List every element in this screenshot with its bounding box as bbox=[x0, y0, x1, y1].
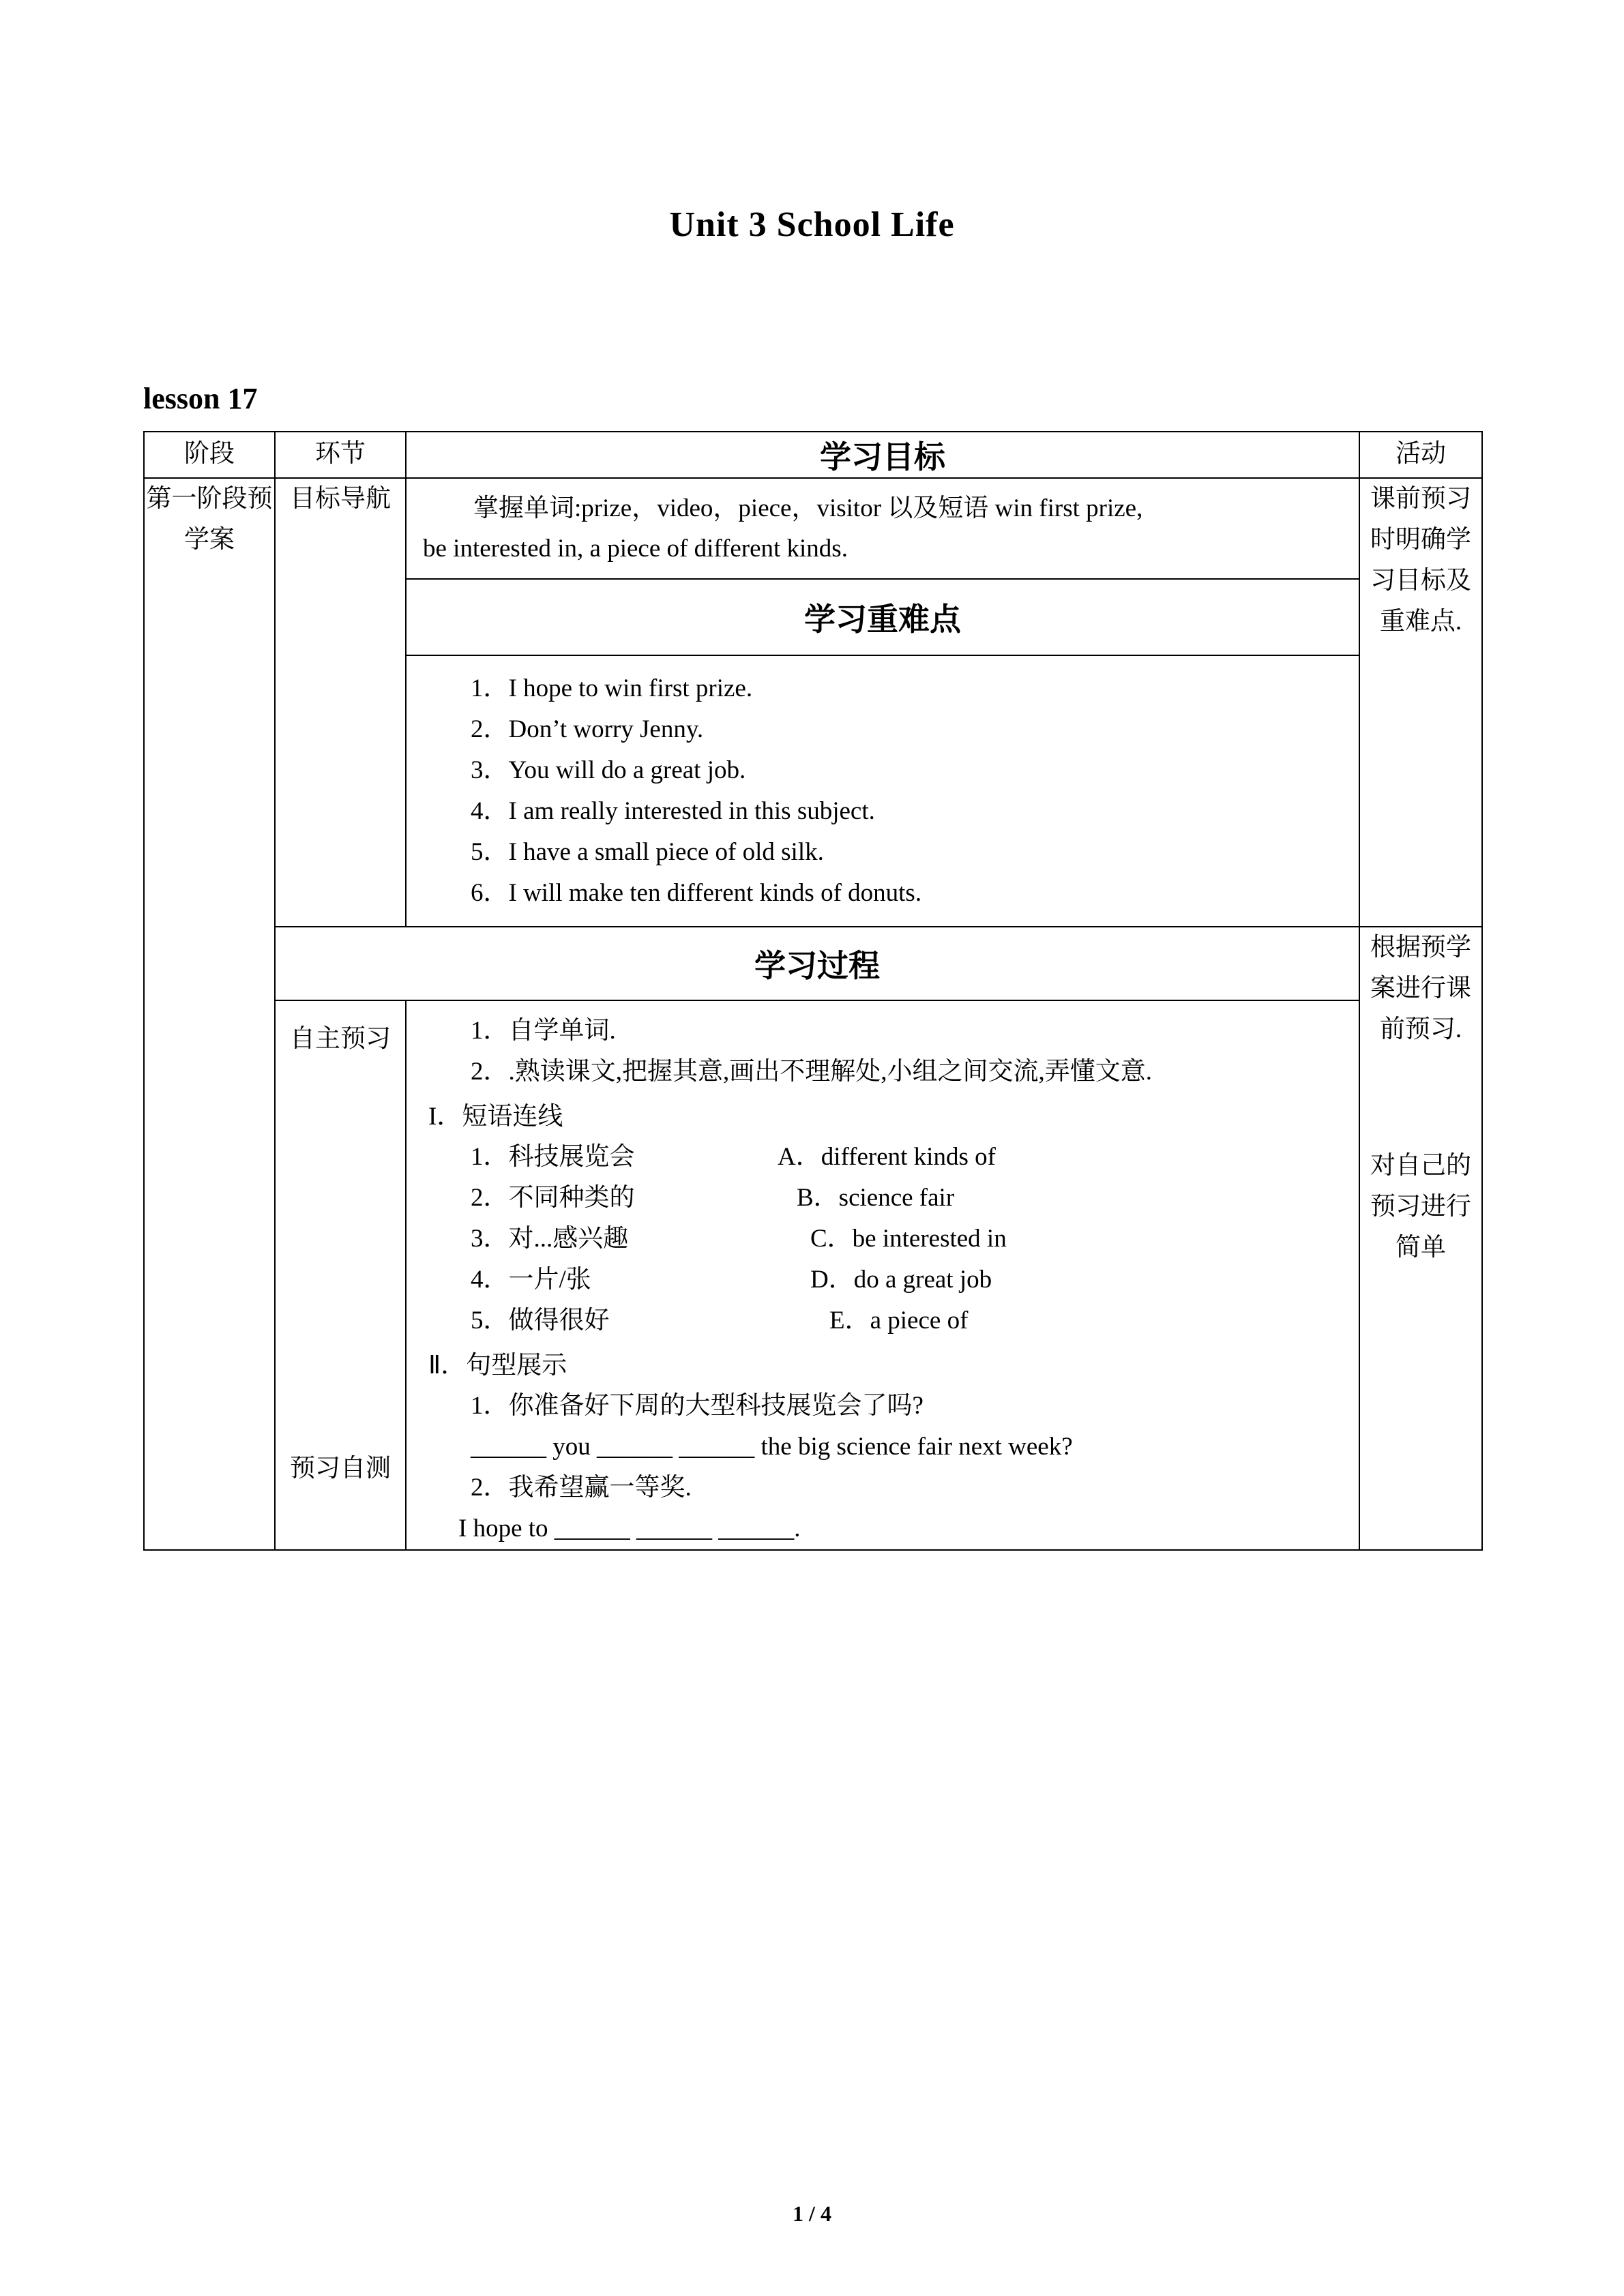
header-stage: 阶段 bbox=[144, 432, 275, 478]
key-points-list bbox=[407, 655, 1359, 926]
table-header-row bbox=[144, 432, 1482, 478]
match-left-2: 2．不同种类的 bbox=[471, 1184, 635, 1212]
self-study-item-2: 2．.熟读课文,把握其意,画出不理解处,小组之间交流,弄懂文意. bbox=[471, 1057, 1152, 1086]
process-header-cell bbox=[275, 927, 1359, 1000]
stage-label: 第一阶段预学案 bbox=[146, 485, 273, 554]
part1-block bbox=[407, 1092, 1359, 1341]
match-left-4: 4．一片/张 bbox=[471, 1265, 591, 1294]
process-header: 学习过程 bbox=[754, 949, 880, 983]
match-row-5 bbox=[423, 1300, 1338, 1341]
vocab-block bbox=[407, 479, 1359, 578]
match-left-5: 5．做得很好 bbox=[471, 1306, 610, 1335]
part2-title: Ⅱ．句型展示 bbox=[428, 1351, 567, 1380]
vocab-line-2: be interested in, a piece of different kinds. bbox=[423, 535, 848, 563]
lesson-plan-table bbox=[143, 431, 1483, 1551]
match-right-3: C．be interested in bbox=[810, 1224, 1007, 1253]
match-right-2: B．science fair bbox=[797, 1184, 955, 1212]
sentence-1-blank: ______ you ______ ______ the big science fair next week? bbox=[471, 1432, 1073, 1461]
key-point-4: 4．I am really interested in this subject. bbox=[471, 797, 875, 826]
activity-label-1: 课前预习时明确学习目标及重难点. bbox=[1370, 485, 1471, 636]
part1-title: I．短语连线 bbox=[428, 1102, 563, 1131]
key-points-header: 学习重难点 bbox=[407, 578, 1359, 655]
match-left-1: 1．科技展览会 bbox=[471, 1143, 635, 1172]
link-cell-self-study bbox=[275, 1000, 406, 1550]
match-left-3: 3．对...感兴趣 bbox=[471, 1224, 629, 1253]
key-point-1: 1．I hope to win first prize. bbox=[471, 674, 753, 703]
objective-row bbox=[144, 478, 1482, 927]
link-cell-objective-guide bbox=[275, 478, 406, 927]
match-row-4 bbox=[423, 1259, 1338, 1300]
header-link: 环节 bbox=[275, 432, 406, 478]
match-row-2 bbox=[423, 1178, 1338, 1219]
key-point-5: 5．I have a small piece of old silk. bbox=[471, 838, 824, 867]
stage-cell-phase1 bbox=[144, 478, 275, 1550]
activity-label-2: 根据预学案进行课前预习. bbox=[1370, 934, 1471, 1043]
link-label-self-test: 预习自测 bbox=[290, 1454, 391, 1482]
sentence-1: 1．你准备好下周的大型科技展览会了吗? bbox=[471, 1391, 924, 1420]
link-label-self-study: 自主预习 bbox=[290, 1025, 391, 1053]
sentence-2-blank: I hope to ______ ______ ______. bbox=[458, 1514, 801, 1542]
match-right-1: A．different kinds of bbox=[778, 1143, 996, 1172]
self-study-block bbox=[407, 1001, 1359, 1092]
page-footer: 1 / 4 bbox=[793, 2201, 831, 2226]
header-objective: 学习目标 bbox=[406, 432, 1359, 478]
activity-cell-1 bbox=[1359, 478, 1482, 927]
key-point-2: 2．Don’t worry Jenny. bbox=[471, 715, 704, 744]
part2-block bbox=[407, 1341, 1359, 1549]
page-title: Unit 3 School Life bbox=[669, 205, 955, 244]
objective-content-cell bbox=[406, 478, 1359, 927]
sentence-2: 2．我希望赢一等奖. bbox=[471, 1473, 692, 1502]
match-right-5: E．a piece of bbox=[829, 1306, 969, 1335]
match-row-1 bbox=[423, 1137, 1338, 1178]
self-study-item-1: 1．自学单词. bbox=[471, 1017, 616, 1045]
process-header-row bbox=[144, 927, 1482, 1000]
process-content-cell bbox=[406, 1000, 1359, 1550]
link-label-objective-guide: 目标导航 bbox=[290, 485, 391, 513]
key-point-6: 6．I will make ten different kinds of donuts. bbox=[471, 879, 922, 908]
lesson-label: lesson 17 bbox=[143, 382, 258, 415]
match-right-4: D．do a great job bbox=[810, 1265, 992, 1294]
match-row-3 bbox=[423, 1219, 1338, 1259]
process-content-row bbox=[144, 1000, 1482, 1550]
vocab-line-1: 掌握单词:prize，video，piece，visitor 以及短语 win first prize, bbox=[473, 494, 1143, 522]
header-activity: 活动 bbox=[1359, 432, 1482, 478]
activity-cell-2-3 bbox=[1359, 927, 1482, 1550]
key-point-3: 3．You will do a great job. bbox=[471, 756, 746, 785]
activity-label-3: 对自己的预习进行简单 bbox=[1370, 1151, 1471, 1262]
